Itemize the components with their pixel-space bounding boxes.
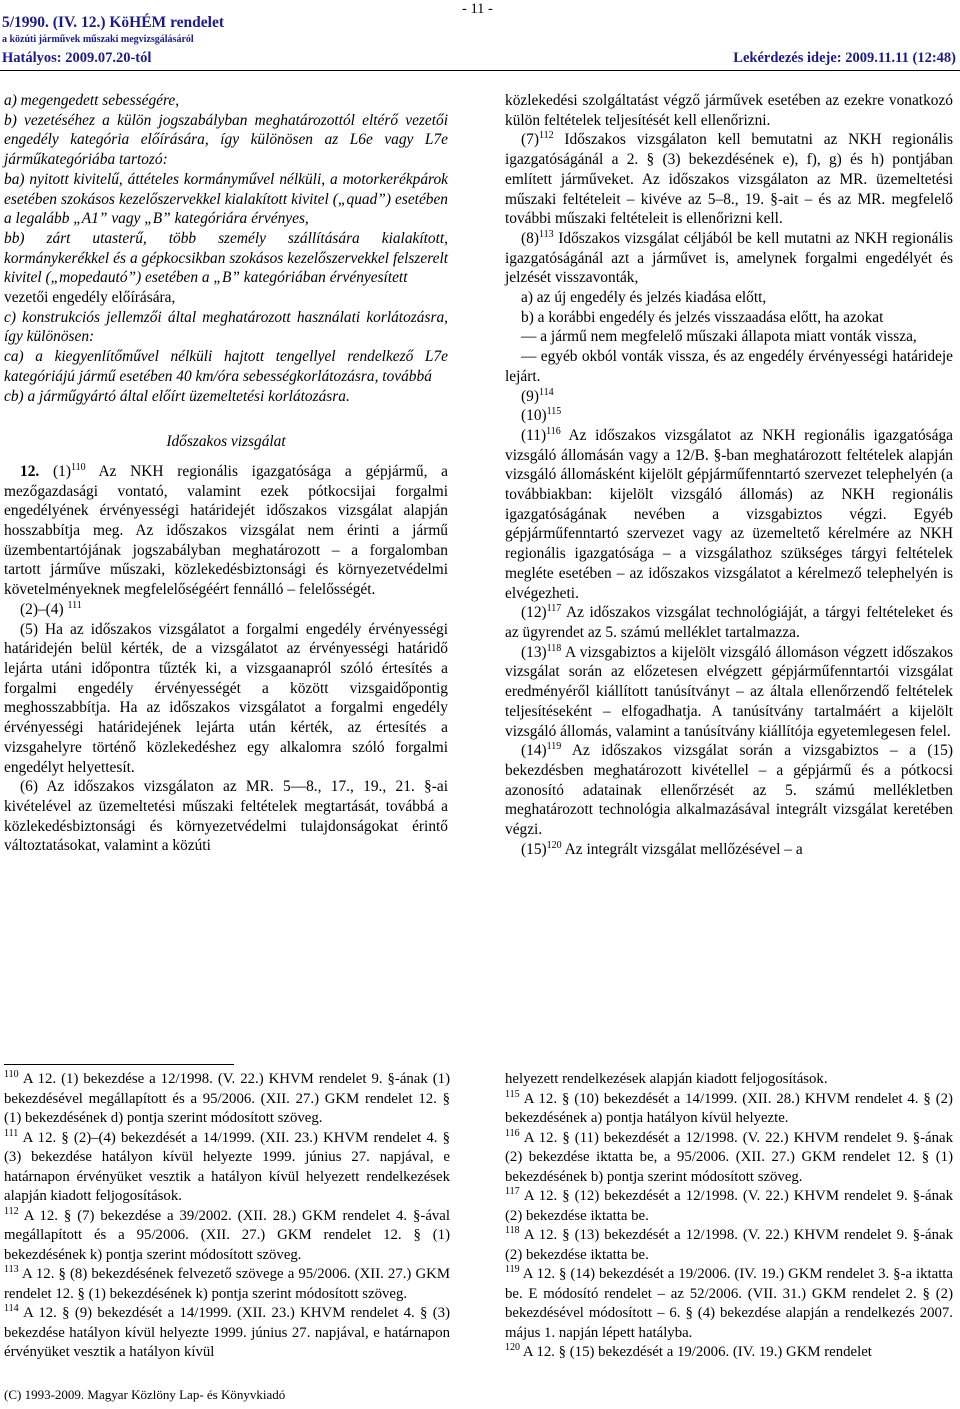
footnote: $^{112}$ A 12. § (7) bekezdése a 39/2002. (XII. 28.) GKM rendelet 4. §-ával megállapított és a 95/2006. (XII. 27.) GKM rendelet 12. § (1) bekezdésének k) pontja szerint módosított szöveg. bbox=[4, 1205, 450, 1263]
section-number: 12. bbox=[20, 462, 40, 480]
left-item: cb) a járműgyártó által előírt üzemeltetési korlátozásra. bbox=[4, 387, 350, 405]
left-item: b) vezetéséhez a külön jogszabályban meghatározottól eltérő vezetői engedély kategória előírására, így különösen az L6e vagy L7e járműkategóriába tartozó: bbox=[4, 111, 448, 169]
footnote-ref[interactable]: 120 bbox=[546, 839, 562, 851]
header-rule bbox=[0, 70, 960, 71]
footnote-ref[interactable]: 117 bbox=[546, 603, 562, 615]
footnote-ref[interactable]: 112 bbox=[538, 130, 554, 142]
query-date: Lekérdezés ideje: 2009.11.11 (12:48) bbox=[733, 50, 956, 66]
paragraph-8-dash-2: — egyéb okból vonták vissza, és az engedély érvényességi határideje lejárt. bbox=[505, 348, 953, 385]
paragraph-8: $(8)^{113}$ Időszakos vizsgálat céljából be kell mutatni az NKH regionális igazgatóságánál azt a járművet is, amelynek forgalmi engedélyét és jelzését visszavonták, bbox=[505, 228, 953, 287]
footnote: $^{119}$ A 12. § (14) bekezdését a 19/2006. (IV. 19.) GKM rendelet 3. §-a iktatta be. E módosító rendelet – az 52/2006. (VII. 31.) GKM rendelet 2. § (2) bekezdésével módosított – 6. § (4) bekezdése alapján a rendelkezés 2007. május 1. napján lépett hatályba. bbox=[505, 1264, 953, 1341]
footnote: $^{111}$ A 12. § (2)–(4) bekezdését a 14/1999. (XII. 23.) KHVM rendelet 4. § (3) bekezdése hatályon kívül helyezte 1999. június 27. napjával, e határnapon érvényüket vesztik a hatályon kívül helyezett rendelkezések alapján kiadott feljogosítások. bbox=[4, 1127, 450, 1204]
left-column bbox=[4, 91, 448, 856]
document-subtitle: a közúti járművek műszaki megvizsgálásáról bbox=[2, 34, 194, 45]
paragraph-13: $(13)^{118}$ A vizsgabiztos a kijelölt vizsgáló állomáson végzett időszakos vizsgálat során az előzetesen elvégzett gépjárműfenntartói vizsgálat eredményéről kiállított tanúsítványt – az általa ellenőrzendő feltételek teljesítéseként – elfogadhatja. A tanúsítvány tartalmáért a kijelölt vizsgáló állomás, valamint a tanúsítvány kiállítója egyetemlegesen felel. bbox=[505, 642, 954, 740]
footnote: $^{120}$ A 12. § (15) bekezdését a 19/2006. (IV. 19.) GKM rendelet bbox=[505, 1342, 872, 1360]
paragraph-2-4: (2)–(4) $^{111}$ bbox=[20, 599, 82, 618]
paragraph-14: $(14)^{119}$ Az időszakos vizsgálat során a vizsgabiztos – a (15) bekezdésben meghatározott kivétellel – a gépjármű és a pótkocsi azonosító adatainak ellenőrzését az 5. számú mellékletben meghatározott technológia alkalmazásával integrált vizsgálat keretében végzi. bbox=[505, 741, 954, 839]
footnote-rule bbox=[4, 1064, 234, 1065]
paragraph-8a: a) az új engedély és jelzés kiadása előtt, bbox=[521, 289, 767, 307]
footnotes-left bbox=[4, 1070, 450, 1363]
footnote-ref[interactable]: 113 bbox=[538, 228, 554, 240]
copyright-footer: (C) 1993-2009. Magyar Közlöny Lap- és Könyvkiadó bbox=[4, 1387, 286, 1402]
paragraph-6-cont: közlekedési szolgáltatást végző járművek esetében az ezekre vonatkozó külön feltételek teljesítését kell ellenőrizni. bbox=[505, 92, 953, 129]
paragraph-10: $(10)^{115}$ bbox=[521, 406, 562, 425]
left-item: ba) nyitott kivitelű, áttételes kormányművel nélküli, a motorkerékpárok esetében szokásos kezelőszervekkel kialakított kivitel („quad”) esetében a legalább „A1” vagy „B” kategóriára érvényes, bbox=[4, 170, 448, 228]
page-number: - 11 - bbox=[462, 1, 493, 17]
footnote-ref[interactable]: 116 bbox=[546, 425, 561, 437]
paragraph-8-dash-1: — a jármű nem megfelelő műszaki állapota miatt vonták vissza, bbox=[521, 328, 917, 346]
paragraph-15: $(15)^{120}$ Az integrált vizsgálat mellőzésével – a bbox=[521, 839, 803, 858]
footnote: $^{118}$ A 12. § (13) bekezdését a 12/1998. (V. 22.) KHVM rendelet 9. §-ának (2) bekezdése iktatta be. bbox=[505, 1225, 953, 1263]
footnote-ref[interactable]: 114 bbox=[538, 386, 554, 398]
effective-date: Hatályos: 2009.07.20-tól bbox=[2, 50, 152, 66]
footnote: helyezett rendelkezések alapján kiadott feljogosítások. bbox=[505, 1071, 828, 1087]
footnote: $^{110}$ A 12. (1) bekezdése a 12/1998. (V. 22.) KHVM rendelet 9. §-ának (1) bekezdésével megállapított és a 95/2006. (XII. 27.) GKM rendelet 12. § (1) bekezdésének d) pontja szerint módosított szöveg. bbox=[4, 1069, 450, 1126]
paragraph-5: (5) Ha az időszakos vizsgálatot a forgalmi engedély érvényességi határidején belül kérték, de a vizsgálatot az érvényességi határidő lejárta utáni időpontra tűzték ki, a vizsgaanapról szóló értesítés a forgalmi engedély érvényességét a között vizsgaidőpontig meghosszabbítja. Ha az időszakos vizsgálatot a forgalmi engedély érvényességi határidejének lejárta után kérték, az értesítés a vizsgahelyre történő közlekedéshez egy alkalomra szóló forgalmi engedélyt helyettesít. bbox=[4, 620, 448, 776]
paragraph-9: $(9)^{114}$ bbox=[521, 386, 554, 405]
paragraph-1: 12. $(1)^{110}$ Az NKH regionális igazgatósága a gépjármű, a mezőgazdasági vontató, valamint ezek pótkocsijai forgalmi engedélyének érvényességi határidejét időszakos vizsgálat alapján hosszabbítja meg. Az időszakos vizsgálat nem érinti a jármű üzembentartójának jogszabályban meghatározott – a forgalomban tartott járműve műszaki, közlekedésbiztonsági és környezetvédelmi követelményeknek megfelelőségéért fennálló – felelősségét. bbox=[4, 461, 448, 599]
paragraph-6: (6) Az időszakos vizsgálaton az MR. 5—8., 17., 19., 21. §-ai kivételével az üzemeltetési műszaki feltételek megtartását, továbbá a közlekedésbiztonsági és környezetvédelmi tulajdonságokat érintő változtatásokat, valamint a közúti bbox=[4, 778, 448, 855]
left-item: vezetői engedély előírására, bbox=[4, 289, 176, 307]
section-title: Időszakos vizsgálat bbox=[166, 433, 286, 451]
footnote-ref[interactable]: 110 bbox=[70, 461, 86, 473]
footnote: $^{116}$ A 12. § (11) bekezdését a 12/1998. (V. 22.) KHVM rendelet 9. §-ának (2) bekezdése iktatta be, a 95/2006. (XII. 27.) GKM rendelet 12. § (1) bekezdésének b) pontja szerint módosított szöveg. bbox=[505, 1127, 953, 1185]
paragraph-8b: b) a korábbi engedély és jelzés visszaadása előtt, ha azokat bbox=[521, 308, 884, 326]
footnote-ref[interactable]: 119 bbox=[546, 741, 562, 753]
left-item: bb) zárt utasterű, több személy szállítására kialakított, kormánykerékkel és a gépkocsikban szokásos kezelőszervekkel felszerelt kivitel („mopedautó”) esetében a „B” kategóriában érvényesített bbox=[4, 229, 448, 287]
left-item: a) megengedett sebességére, bbox=[4, 92, 180, 109]
paragraph-7: $(7)^{112}$ Időszakos vizsgálaton kell bemutatni az NKH regionális igazgatóságánál a 2. § (3) bekezdésének e), f), g) és h) pontjában említett járműveket. Az időszakos vizsgálaton az MR. üzemeltetési műszaki feltételeit – kivéve az 5–8., 19. §-ait – és az MR. megfelelő további műszaki feltételeit is ellenőrizni kell. bbox=[505, 130, 953, 228]
footnotes-right bbox=[505, 1070, 953, 1363]
footnote: $^{113}$ A 12. § (8) bekezdésének felvezető szövege a 95/2006. (XII. 27.) GKM rendelet 12. § (1) bekezdésének k) pontja szerint módosított szöveg. bbox=[4, 1264, 450, 1302]
footnote-ref[interactable]: 118 bbox=[546, 642, 562, 654]
paragraph-11: $(11)^{116}$ Az időszakos vizsgálatot az NKH regionális igazgatósága vizsgáló állomásán vagy a 12/B. §-ban meghatározott feltételek alapján vizsgáló állomásként kijelölt gépjárműfenntartó szervezet telephelyén (a továbbiakban: kijelölt vizsgáló állomás) az NKH regionális igazgatóságának nevében a vizsgabiztos végzi. Egyéb gépjárműfenntartó szervezet vagy az üzemeltető kérelmére az NKH regionális igazgatósága – a vizsgálathoz szükséges tárgyi feltételek megléte esetében – az időszakos vizsgálatot a kérelmező telephelyén is elvégezheti. bbox=[505, 425, 954, 602]
footnote-ref[interactable]: 115 bbox=[546, 406, 562, 418]
page-header bbox=[0, 0, 960, 70]
footnote-ref[interactable]: 111 bbox=[67, 599, 82, 611]
left-item: ca) a kiegyenlítőművel nélküli hajtott tengellyel rendelkező L7e kategóriájú jármű esetében 40 km/óra sebességkorlátozásra, továbbá bbox=[4, 348, 448, 385]
right-column bbox=[505, 91, 953, 859]
footnote: $^{115}$ A 12. § (10) bekezdését a 14/1999. (XII. 28.) KHVM rendelet 4. § (2) bekezdésének a) pontja hatályon kívül helyezte. bbox=[505, 1088, 953, 1126]
document-title: 5/1990. (IV. 12.) KöHÉM rendelet bbox=[2, 14, 225, 31]
left-item: c) konstrukciós jellemzői által meghatározott használati korlátozásra, így különösen: bbox=[4, 308, 448, 346]
footnote: $^{114}$ A 12. § (9) bekezdését a 14/1999. (XII. 23.) KHVM rendelet 4. § (3) bekezdése hatályon kívül helyezte 1999. június 27. napjával, e határnapon érvényüket vesztik a hatályon kívül bbox=[4, 1303, 451, 1360]
footnote: $^{117}$ A 12. § (12) bekezdését a 12/1998. (V. 22.) KHVM rendelet 9. §-ának (2) bekezdése iktatta be. bbox=[505, 1186, 953, 1224]
paragraph-12: $(12)^{117}$ Az időszakos vizsgálat technológiáját, a tárgyi feltételeket és az ügyrendet az 5. számú melléklet tartalmazza. bbox=[505, 603, 953, 641]
